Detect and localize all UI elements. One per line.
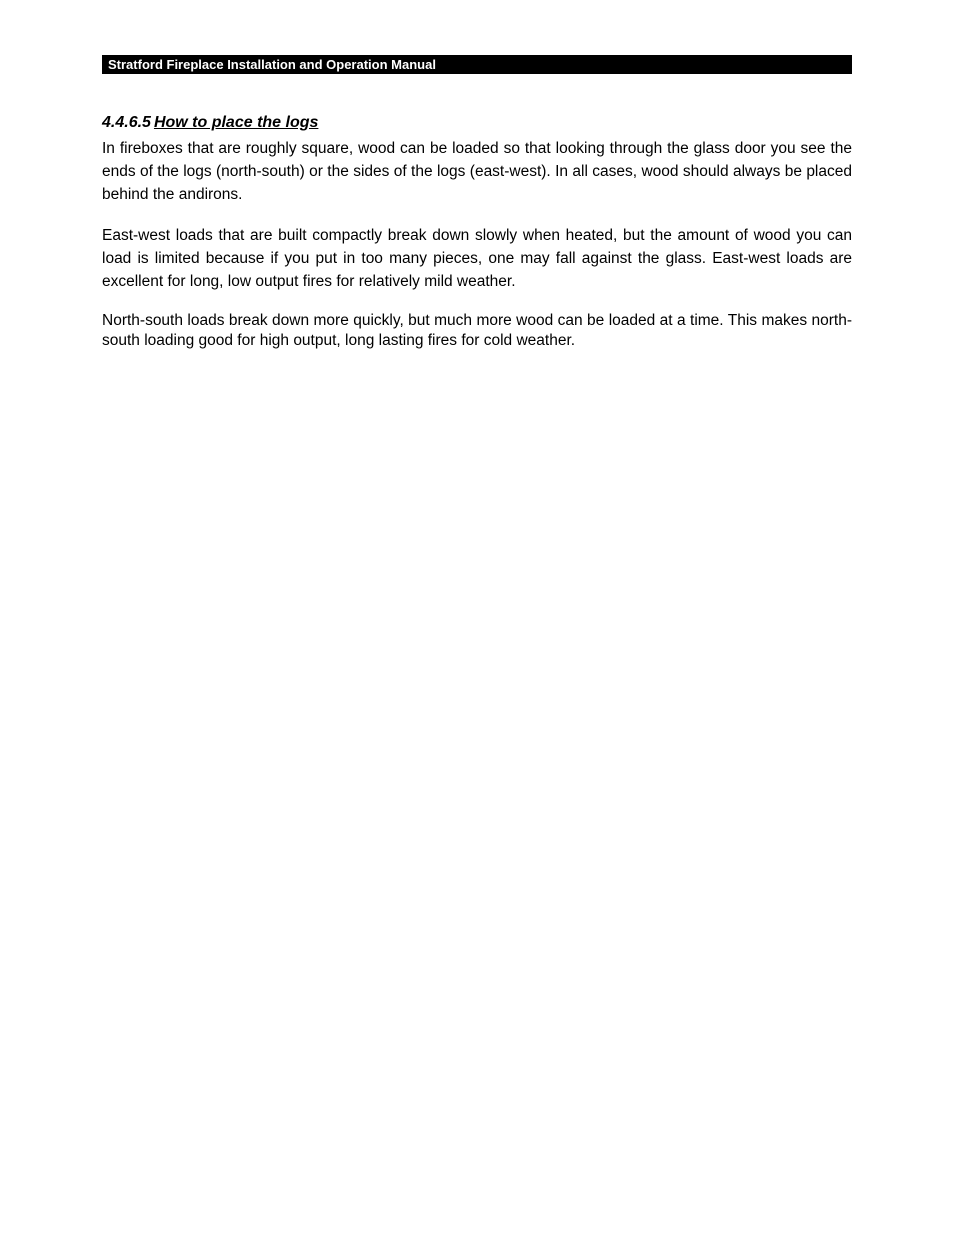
paragraph-north-south-loads: North-south loads break down more quickly, but much more wood can be loaded at a time. This makes north-south loading good for high output, long lasting fires for cold weather. <box>102 312 852 349</box>
document-body <box>102 111 852 369</box>
document-header-bar <box>102 55 852 74</box>
section-title: How to place the logs <box>153 114 319 131</box>
paragraph-east-west-loads: East-west loads that are built compactly break down slowly when heated, but the amount of wood you can load is limited because if you put in too many pieces, one may fall against the glass. East-west loads are excellent for long, low output fires for relatively mild weather. <box>102 227 852 290</box>
paragraph-square-fireboxes: In fireboxes that are roughly square, wood can be loaded so that looking through the glass door you see the ends of the logs (north-south) or the sides of the logs (east-west). In all cases, wood should always be placed behind the andirons. <box>102 140 852 203</box>
document-header-title: Stratford Fireplace Installation and Operation Manual <box>108 57 436 72</box>
section-number: 4.4.6.5 <box>102 114 151 131</box>
section-heading <box>102 111 852 134</box>
